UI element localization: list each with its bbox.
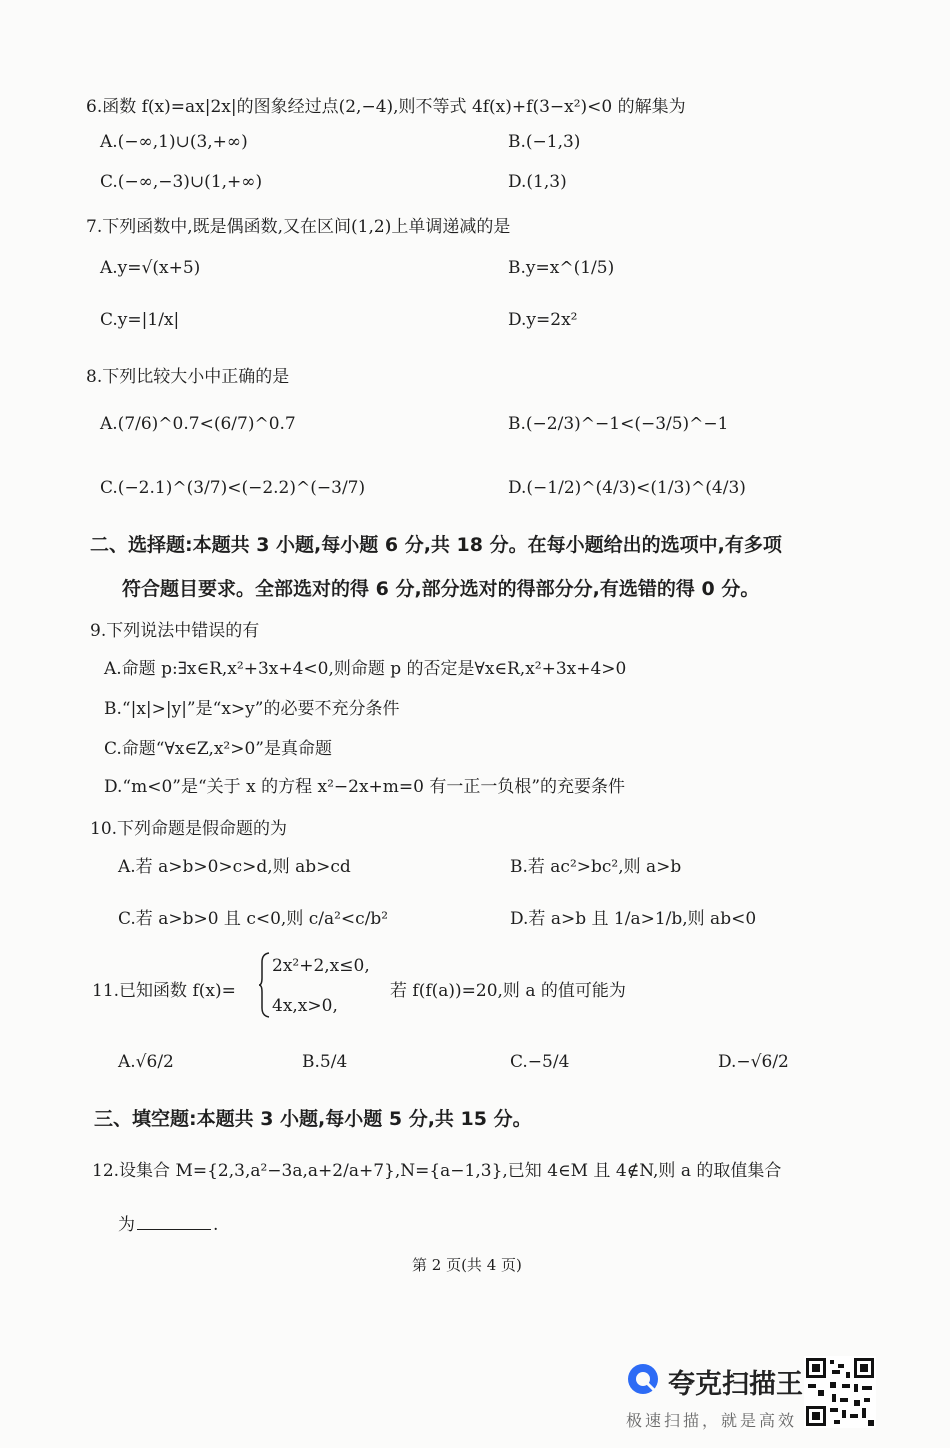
question-11-piece-1: 2x²+2,x≤0, [272,956,370,976]
question-9-option-c: C.命题“∀x∈Z,x²>0”是真命题 [104,739,332,759]
question-11-piece-2: 4x,x>0, [272,996,338,1016]
question-7-option-a: A.y=√(x+5) [100,258,201,278]
question-10-option-a: A.若 a>b>0>c>d,则 ab>cd [118,857,351,877]
question-10-option-b: B.若 ac²>bc²,则 a>b [510,857,682,877]
question-7-option-b: B.y=x^(1/5) [508,258,615,278]
question-11-option-b: B.5/4 [302,1052,348,1072]
question-10-stem: 10.下列命题是假命题的为 [90,819,288,839]
answer-blank[interactable] [137,1215,211,1230]
question-8-stem: 8.下列比较大小中正确的是 [86,367,290,387]
question-6-option-c: C.(−∞,−3)∪(1,+∞) [100,172,263,192]
brand-slogan: 极速扫描，就是高效 [626,1411,798,1430]
question-6-stem: 6.函数 f(x)=ax|2x|的图象经过点(2,−4),则不等式 4f(x)+f(3−x²)<0 的解集为 [86,97,686,117]
question-9-stem: 9.下列说法中错误的有 [90,621,260,641]
question-8-option-c: C.(−2.1)^(3/7)<(−2.2)^(−3/7) [100,478,366,498]
question-12-stem: 12.设集合 M={2,3,a²−3a,a+2/a+7},N={a−1,3},已知 4∈M 且 4∉N,则 a 的取值集合 [92,1161,782,1181]
question-9-option-a: A.命题 p:∃x∈R,x²+3x+4<0,则命题 p 的否定是∀x∈R,x²+3x+4>0 [104,659,627,679]
question-9-option-b: B.“|x|>|y|”是“x>y”的必要不充分条件 [104,699,400,719]
question-8-option-b: B.(−2/3)^−1<(−3/5)^−1 [508,414,729,434]
question-11-option-c: C.−5/4 [510,1052,570,1072]
question-7-stem: 7.下列函数中,既是偶函数,又在区间(1,2)上单调递减的是 [86,217,511,237]
question-10-option-d: D.若 a>b 且 1/a>1/b,则 ab<0 [510,909,757,929]
question-11-option-d: D.−√6/2 [718,1052,789,1072]
page-number: 第 2 页(共 4 页) [412,1256,522,1274]
question-12-suffix: . [213,1215,219,1235]
question-12-prefix: 为 [118,1215,135,1235]
question-11-stem-prefix: 11.已知函数 f(x)= [92,981,236,1001]
question-6-option-a: A.(−∞,1)∪(3,+∞) [100,132,248,152]
question-11-option-a: A.√6/2 [118,1052,174,1072]
question-10-option-c: C.若 a>b>0 且 c<0,则 c/a²<c/b² [118,909,389,929]
question-8-option-a: A.(7/6)^0.7<(6/7)^0.7 [100,414,296,434]
qr-code-icon [804,1356,876,1428]
section-2-title-line2: 符合题目要求。全部选对的得 6 分,部分选对的得部分分,有选错的得 0 分。 [122,578,760,600]
quark-logo-icon [626,1362,660,1396]
brand-name: 夸克扫描王 [668,1369,803,1400]
piecewise-brace [258,952,270,1018]
question-9-option-d: D.“m<0”是“关于 x 的方程 x²−2x+m=0 有一正一负根”的充要条件 [104,777,626,797]
question-6-option-d: D.(1,3) [508,172,567,192]
section-3-title: 三、填空题:本题共 3 小题,每小题 5 分,共 15 分。 [94,1108,532,1130]
question-6-option-b: B.(−1,3) [508,132,581,152]
question-7-option-c: C.y=|1/x| [100,310,180,330]
question-8-option-d: D.(−1/2)^(4/3)<(1/3)^(4/3) [508,478,746,498]
question-12-answer-line [118,1210,218,1235]
question-7-option-d: D.y=2x² [508,310,578,330]
question-11-stem-suffix: 若 f(f(a))=20,则 a 的值可能为 [390,981,626,1001]
section-2-title-line1: 二、选择题:本题共 3 小题,每小题 6 分,共 18 分。在每小题给出的选项中,有多项 [90,534,782,556]
